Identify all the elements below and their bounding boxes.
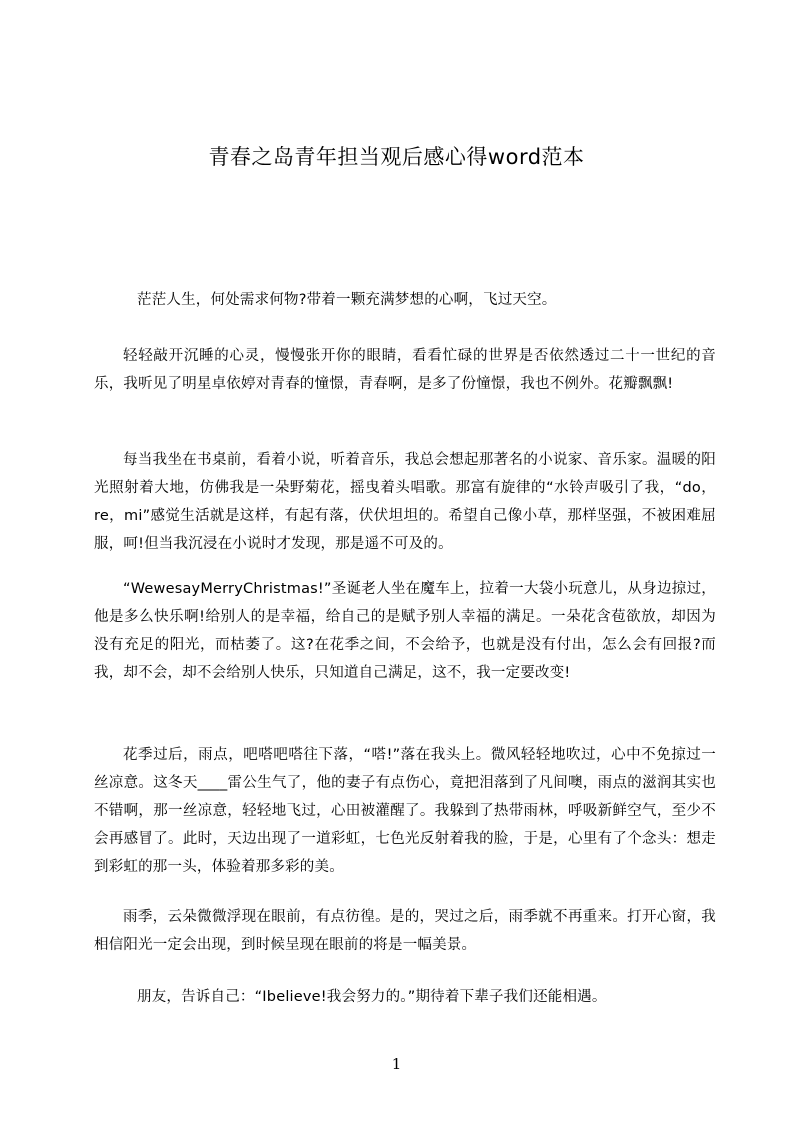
paragraph-6: 雨季，云朵微微浮现在眼前，有点彷徨。是的，哭过之后，雨季就不再重来。打开心窗，我相信阳光一定会出现，到时候呈现在眼前的将是一幅美景。 xyxy=(94,909,716,953)
paragraph-7: 朋友，告诉自己：“Ibelieve!我会努力的。”期待着下辈子我们还能相遇。 xyxy=(137,989,607,1005)
paragraph-3: 每当我坐在书桌前，看着小说，听着音乐，我总会想起那著名的小说家、音乐家。温暖的阳光照射着大地，仿佛我是一朵野菊花，摇曳着头唱歌。那富有旋律的“水铃声吸引了我，“do，re，mi”感觉生活就是这样，有起有落，伏伏坦坦的。希望自己像小草，那样坚强，不被困难屈服，呵!但当我沉浸在小说时才发现，那是遥不可及的。 xyxy=(94,452,716,552)
document-title: 青春之岛青年担当观后感心得word范本 xyxy=(208,145,585,169)
paragraph-5: 花季过后，雨点，吧嗒吧嗒往下落，“嗒!”落在我头上。微风轻轻地吹过，心中不免掠过一丝凉意。这冬天____雷公生气了，他的妻子有点伤心，竟把泪落到了凡间噢，雨点的滋润其实也不错啊，那一丝凉意，轻轻地飞过，心田被灌醒了。我躲到了热带雨林，呼吸新鲜空气，至少不会再感冒了。此时，天边出现了一道彩虹，七色光反射着我的脸，于是，心里有了个念头：想走到彩虹的那一头，体验着那多彩的美。 xyxy=(94,747,716,875)
paragraph-2: 轻轻敲开沉睡的心灵，慢慢张开你的眼睛，看看忙碌的世界是否依然透过二十一世纪的音乐，我听见了明星卓依婷对青春的憧憬，青春啊，是多了份憧憬，我也不例外。花瓣飘飘! xyxy=(94,348,716,392)
paragraph-1: 茫茫人生，何处需求何物?带着一颗充满梦想的心啊，飞过天空。 xyxy=(137,292,557,308)
paragraph-4: “WewesayMerryChristmas!”圣诞老人坐在魔车上，拉着一大袋小玩意儿，从身边掠过，他是多么快乐啊!给别人的是幸福，给自己的是赋予别人幸福的满足。一朵花含苞欲放，却因为没有充足的阳光，而枯萎了。这?在花季之间，不会给予，也就是没有付出，怎么会有回报?而我，却不会，却不会给别人快乐，只知道自己满足，这不，我一定要改变! xyxy=(94,581,716,681)
page-number: 1 xyxy=(391,1055,402,1073)
